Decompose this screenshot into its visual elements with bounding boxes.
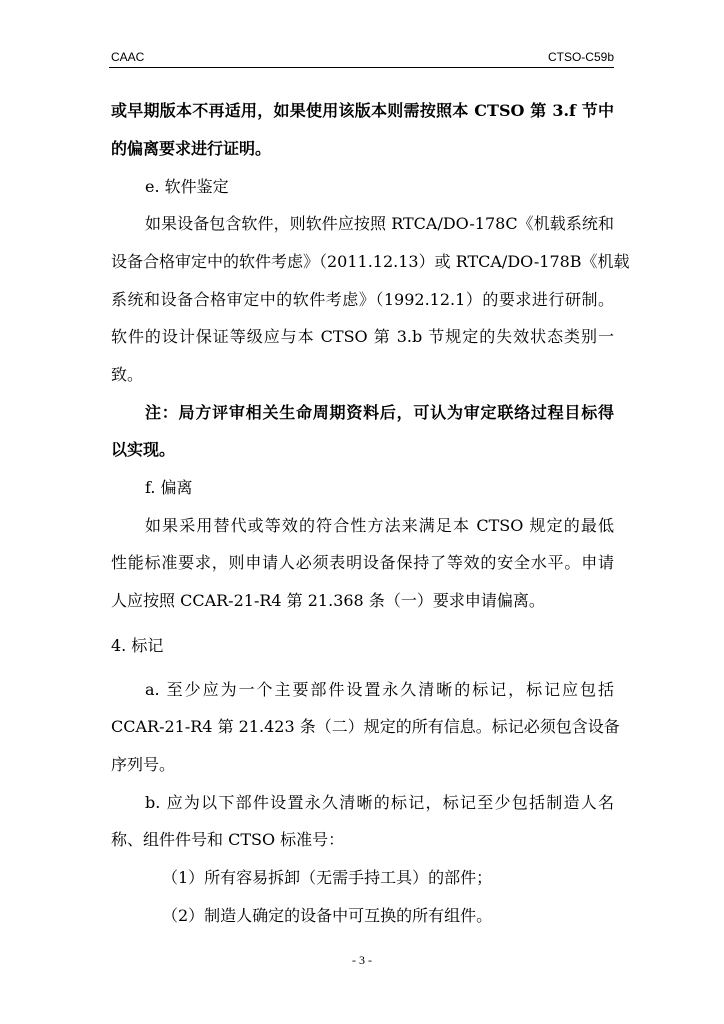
body-line: 如果采用替代或等效的符合性方法来满足本 CTSO 规定的最低 [145,516,614,535]
body-line: 称、组件件号和 CTSO 标准号： [111,830,345,849]
section-heading: 4. 标记 [111,636,164,655]
body-line: 系统和设备合格审定中的软件考虑》（1992.12.1）的要求进行研制。 [111,290,614,309]
page-number: - 3 - [352,953,372,967]
note-line: 注：局方评审相关生命周期资料后，可认为审定联络过程目标得 [145,403,614,422]
list-item: （1）所有容易拆卸（无需手持工具）的部件； [162,868,493,887]
header-left: CAAC [111,50,145,64]
body-line: 如果设备包含软件，则软件应按照 RTCA/DO-178C《机载系统和 [145,214,614,233]
list-item: （2）制造人确定的设备中可互换的所有组件。 [162,906,493,925]
body-line: 人应按照 CCAR-21-R4 第 21.368 条（一）要求申请偏离。 [111,591,545,610]
header-right: CTSO-C59b [547,50,614,64]
body-line: b. 应为以下部件设置永久清晰的标记，标记至少包括制造人名 [145,793,614,812]
body-line: CCAR-21-R4 第 21.423 条（二）规定的所有信息。标记必须包含设备 [111,717,620,736]
body-line: 性能标准要求，则申请人必须表明设备保持了等效的安全水平。申请 [111,553,614,572]
body-line: a. 至少应为一个主要部件设置永久清晰的标记，标记应包括 [145,680,614,699]
section-heading: e. 软件鉴定 [145,177,229,196]
section-heading: f. 偏离 [145,478,193,497]
body-line: 设备合格审定中的软件考虑》（2011.12.13）或 RTCA/DO-178B《机载 [111,252,630,271]
body-line: 序列号。 [111,755,176,774]
body-line: 软件的设计保证等级应与本 CTSO 第 3.b 节规定的失效状态类别一 [111,327,614,346]
note-line: 以实现。 [111,440,176,459]
body-line: 的偏离要求进行证明。 [111,139,272,158]
body-line: 或早期版本不再适用，如果使用该版本则需按照本 CTSO 第 3.f 节中 [111,101,614,120]
body-line: 致。 [111,365,144,384]
header-rule [109,67,614,68]
